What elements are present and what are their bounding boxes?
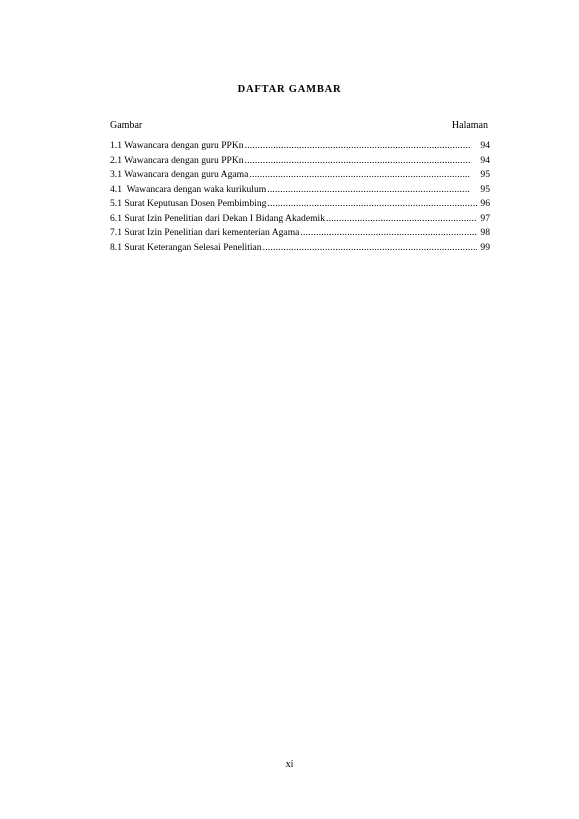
figure-page-number: 96 xyxy=(480,198,490,209)
figure-page-number: 94 xyxy=(480,140,490,151)
figure-label: 2.1 Wawancara dengan guru PPKn xyxy=(110,154,244,166)
figure-page-number: 98 xyxy=(480,227,490,238)
figure-page-number: 97 xyxy=(480,212,490,224)
figure-list-item xyxy=(110,155,490,170)
figure-label: 8.1 Surat Keterangan Selesai Penelitian xyxy=(110,241,262,253)
dot-leader xyxy=(245,155,470,166)
figure-label: 3.1 Wawancara dengan guru Agama xyxy=(110,169,249,180)
figure-page-number: 95 xyxy=(480,169,490,180)
figure-page-number: 95 xyxy=(480,183,490,195)
figure-page-number: 94 xyxy=(480,154,490,166)
dot-leader xyxy=(263,242,477,253)
figure-list-item xyxy=(110,198,490,213)
dot-leader xyxy=(326,213,477,224)
column-header-figure: Gambar xyxy=(110,120,143,131)
figure-list-item xyxy=(110,227,490,242)
figure-label: 4.1 Wawancara dengan waka kurikulum xyxy=(110,183,267,195)
figure-list-item xyxy=(110,184,490,199)
figure-list xyxy=(110,140,490,256)
figure-list-item xyxy=(110,169,490,184)
figure-label: 7.1 Surat Izin Penelitian dari kementerian Agama xyxy=(110,227,300,238)
dot-leader xyxy=(267,198,477,209)
dot-leader xyxy=(249,169,470,180)
figure-list-item xyxy=(110,213,490,228)
column-header-page: Halaman xyxy=(451,120,488,131)
figure-label: 6.1 Surat Izin Penelitian dari Dekan I Bidang Akademik xyxy=(110,212,326,224)
figure-list-item xyxy=(110,140,490,155)
dot-leader xyxy=(300,227,477,238)
figure-list-item xyxy=(110,242,490,257)
page-title: DAFTAR GAMBAR xyxy=(237,84,342,95)
column-header-row xyxy=(110,120,488,131)
figure-label: 1.1 Wawancara dengan guru PPKn xyxy=(110,140,244,151)
figure-label: 5.1 Surat Keputusan Dosen Pembimbing xyxy=(110,198,267,209)
figure-page-number: 99 xyxy=(480,241,490,253)
page-number-footer: xi xyxy=(285,759,294,770)
dot-leader xyxy=(267,184,470,195)
dot-leader xyxy=(245,140,470,151)
